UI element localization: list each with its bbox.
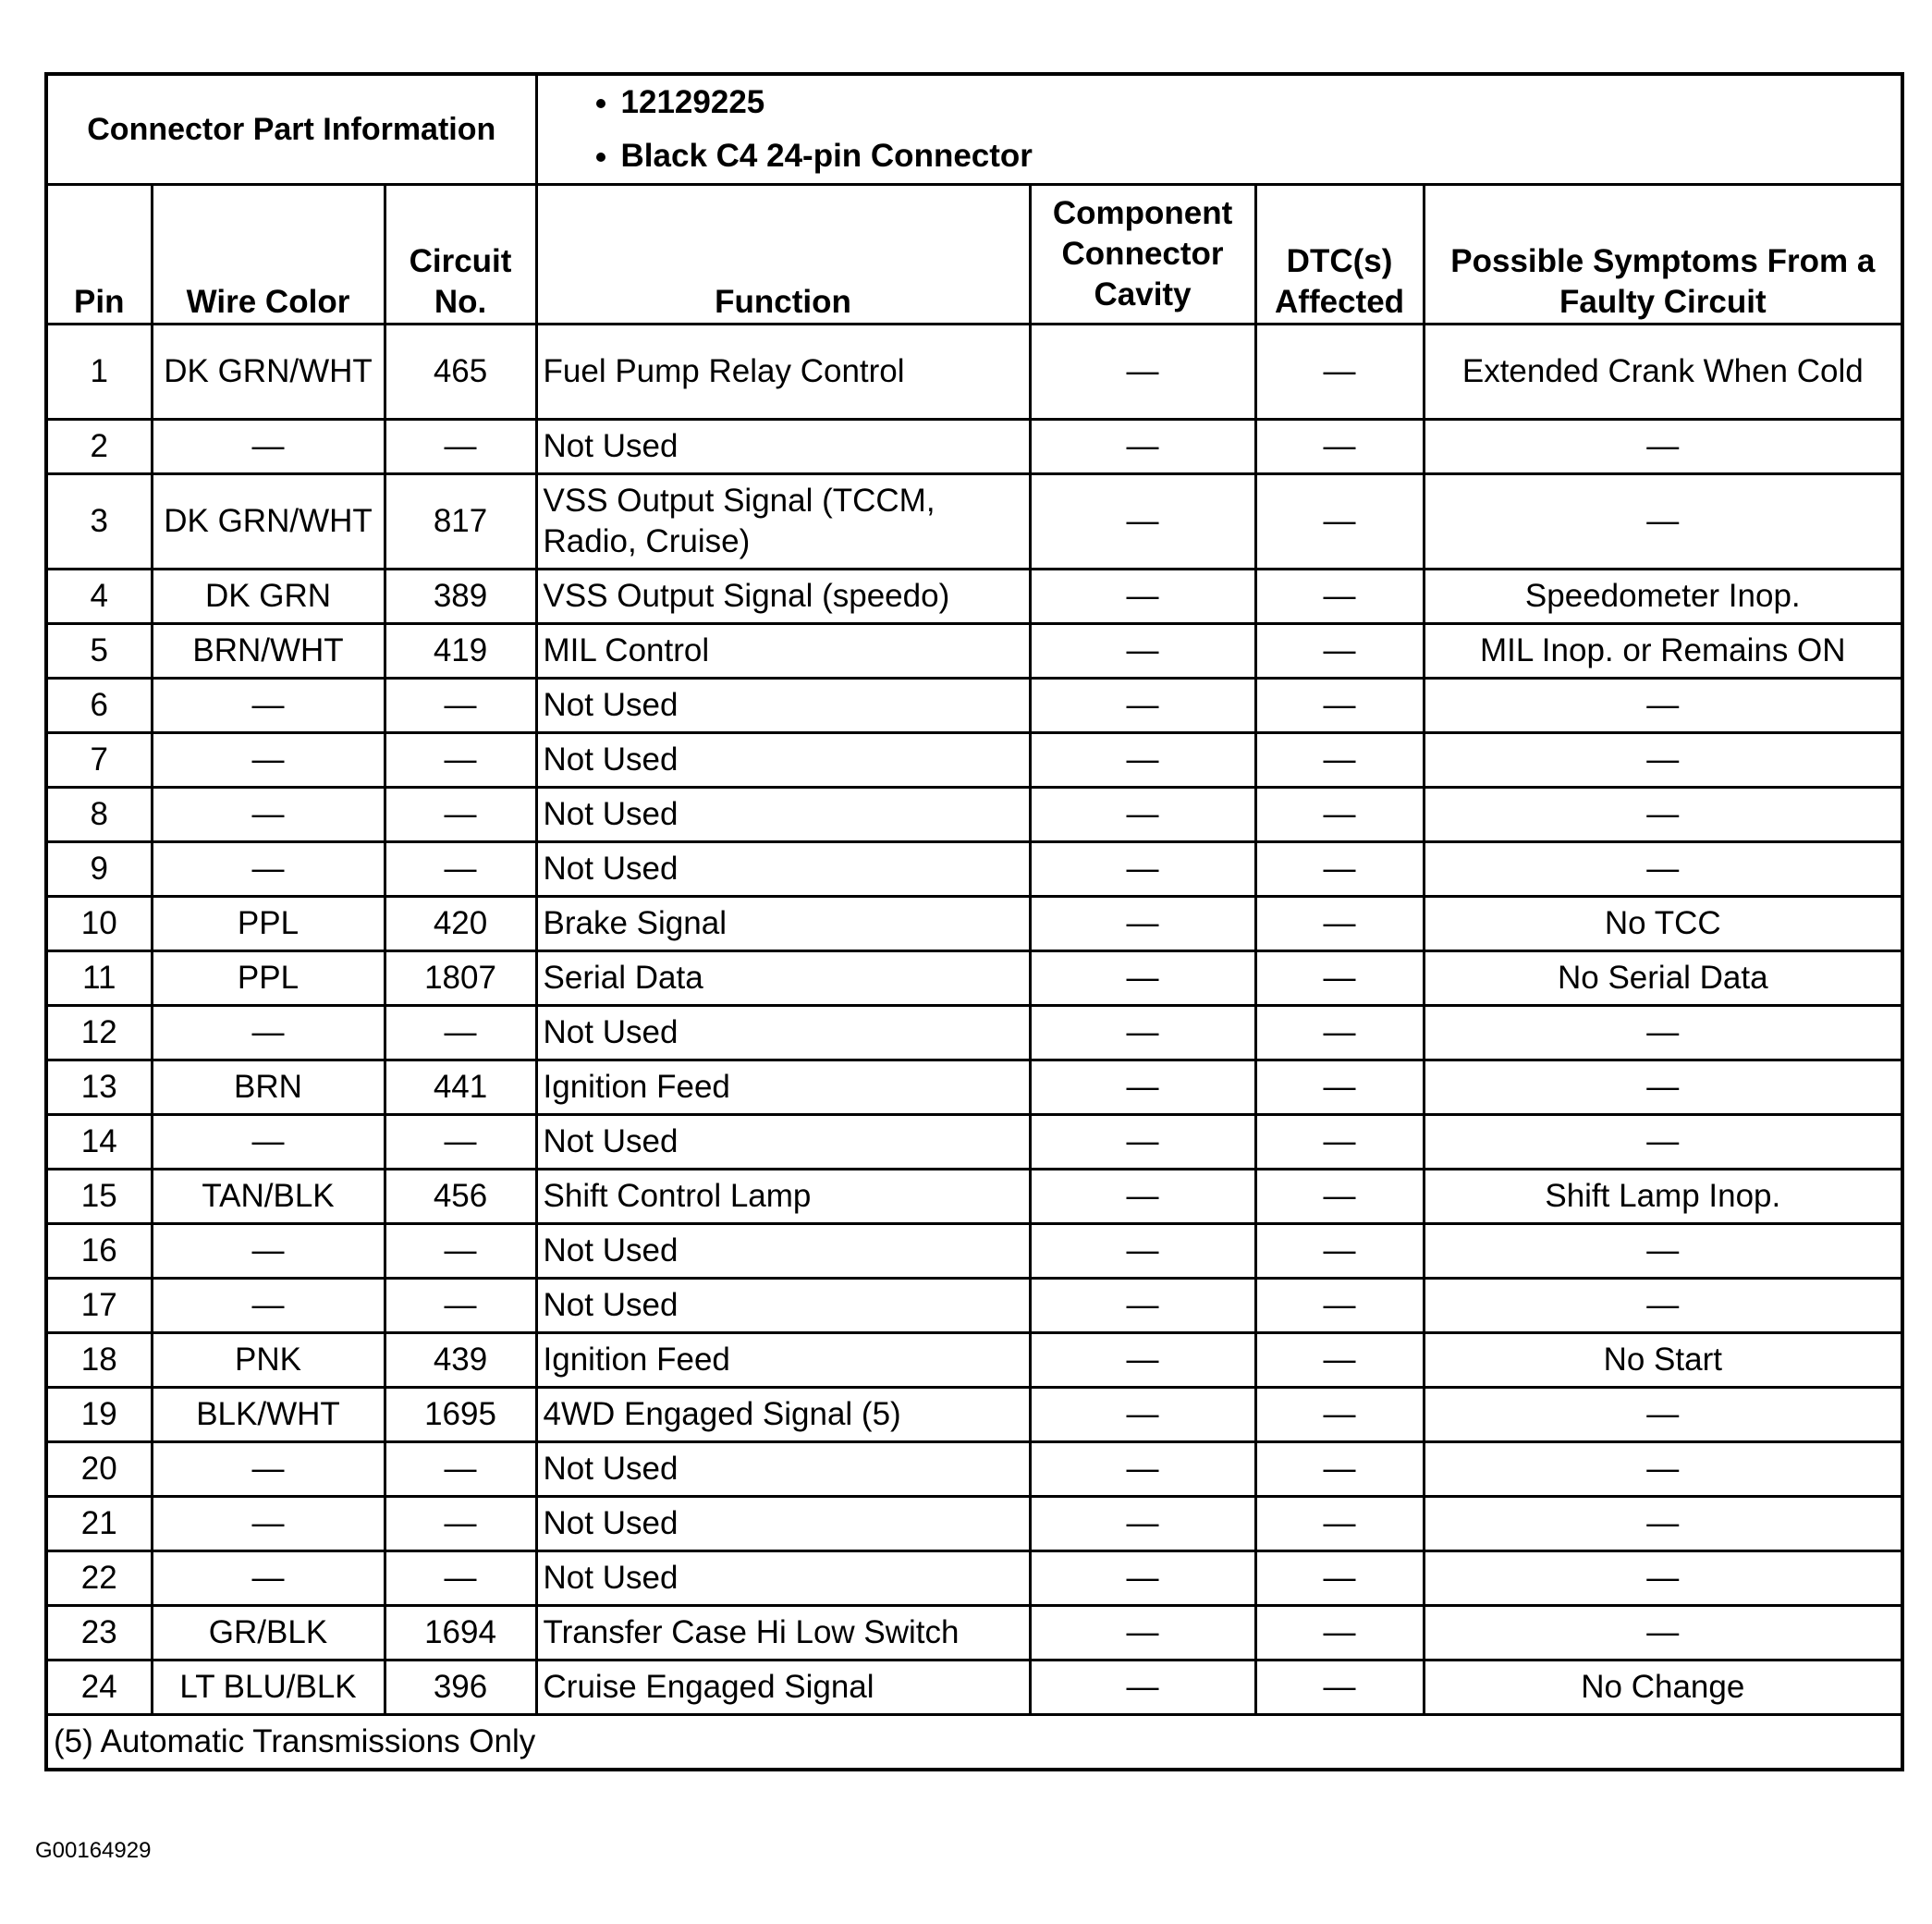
cell-pin: 20	[46, 1442, 152, 1497]
cell-circuit-no: —	[385, 1442, 536, 1497]
cell-symptom: —	[1424, 1497, 1902, 1551]
cell-function: Serial Data	[536, 951, 1030, 1006]
cell-function: Not Used	[536, 1442, 1030, 1497]
cell-symptom: Speedometer Inop.	[1424, 570, 1902, 624]
cell-dtc: —	[1255, 1224, 1424, 1279]
connector-info-row	[46, 74, 1902, 185]
cell-function: Not Used	[536, 788, 1030, 842]
table-row	[46, 624, 1902, 679]
cell-function: VSS Output Signal (TCCM, Radio, Cruise)	[536, 474, 1030, 570]
cell-cavity: —	[1030, 1333, 1255, 1388]
pin-rows	[46, 325, 1902, 1715]
cell-symptom: Shift Lamp Inop.	[1424, 1170, 1902, 1224]
connector-pinout-table	[44, 72, 1904, 1771]
cell-pin: 22	[46, 1551, 152, 1606]
cell-dtc: —	[1255, 1006, 1424, 1060]
table-row	[46, 1606, 1902, 1661]
cell-wire-color: —	[152, 1006, 385, 1060]
cell-circuit-no: —	[385, 1497, 536, 1551]
cell-symptom: —	[1424, 842, 1902, 897]
table-row	[46, 325, 1902, 420]
cell-wire-color: BRN/WHT	[152, 624, 385, 679]
column-header-row	[46, 185, 1902, 325]
cell-dtc: —	[1255, 624, 1424, 679]
cell-circuit-no: —	[385, 420, 536, 474]
cell-circuit-no: 441	[385, 1060, 536, 1115]
connector-info-label: Connector Part Information	[46, 74, 536, 185]
table-row	[46, 1661, 1902, 1715]
cell-dtc: —	[1255, 1170, 1424, 1224]
cell-pin: 9	[46, 842, 152, 897]
cell-wire-color: DK GRN	[152, 570, 385, 624]
cell-wire-color: —	[152, 1115, 385, 1170]
cell-cavity: —	[1030, 1279, 1255, 1333]
cell-function: Not Used	[536, 679, 1030, 733]
table-row	[46, 1442, 1902, 1497]
cell-symptom: No Serial Data	[1424, 951, 1902, 1006]
cell-circuit-no: —	[385, 1279, 536, 1333]
cell-cavity: —	[1030, 1388, 1255, 1442]
table-row	[46, 1279, 1902, 1333]
cell-wire-color: —	[152, 1224, 385, 1279]
cell-function: Not Used	[536, 1224, 1030, 1279]
cell-wire-color: —	[152, 420, 385, 474]
footnote: (5) Automatic Transmissions Only	[46, 1715, 1902, 1771]
cell-cavity: —	[1030, 624, 1255, 679]
cell-circuit-no: 1694	[385, 1606, 536, 1661]
cell-wire-color: DK GRN/WHT	[152, 474, 385, 570]
cell-symptom: No Change	[1424, 1661, 1902, 1715]
cell-pin: 8	[46, 788, 152, 842]
cell-dtc: —	[1255, 570, 1424, 624]
table-row	[46, 788, 1902, 842]
cell-symptom: —	[1424, 1115, 1902, 1170]
cell-cavity: —	[1030, 420, 1255, 474]
table-row	[46, 1115, 1902, 1170]
cell-dtc: —	[1255, 1333, 1424, 1388]
cell-circuit-no: —	[385, 842, 536, 897]
cell-function: Transfer Case Hi Low Switch	[536, 1606, 1030, 1661]
cell-function: MIL Control	[536, 624, 1030, 679]
cell-dtc: —	[1255, 1388, 1424, 1442]
cell-pin: 21	[46, 1497, 152, 1551]
table-row	[46, 420, 1902, 474]
table-row	[46, 1388, 1902, 1442]
table-row	[46, 1497, 1902, 1551]
table-row	[46, 897, 1902, 951]
cell-cavity: —	[1030, 570, 1255, 624]
cell-dtc: —	[1255, 733, 1424, 788]
cell-pin: 7	[46, 733, 152, 788]
cell-wire-color: LT BLU/BLK	[152, 1661, 385, 1715]
cell-symptom: —	[1424, 1279, 1902, 1333]
cell-pin: 23	[46, 1606, 152, 1661]
cell-pin: 17	[46, 1279, 152, 1333]
cell-circuit-no: —	[385, 733, 536, 788]
cell-pin: 24	[46, 1661, 152, 1715]
cell-pin: 12	[46, 1006, 152, 1060]
cell-function: 4WD Engaged Signal (5)	[536, 1388, 1030, 1442]
cell-function: Not Used	[536, 1115, 1030, 1170]
cell-cavity: —	[1030, 1170, 1255, 1224]
cell-function: Not Used	[536, 1279, 1030, 1333]
cell-symptom: —	[1424, 1388, 1902, 1442]
cell-wire-color: —	[152, 788, 385, 842]
cell-cavity: —	[1030, 1606, 1255, 1661]
cell-circuit-no: 439	[385, 1333, 536, 1388]
cell-dtc: —	[1255, 842, 1424, 897]
cell-cavity: —	[1030, 1442, 1255, 1497]
cell-cavity: —	[1030, 1224, 1255, 1279]
cell-dtc: —	[1255, 1551, 1424, 1606]
cell-symptom: —	[1424, 679, 1902, 733]
cell-circuit-no: 456	[385, 1170, 536, 1224]
cell-symptom: —	[1424, 1006, 1902, 1060]
cell-wire-color: —	[152, 1279, 385, 1333]
cell-dtc: —	[1255, 1442, 1424, 1497]
cell-function: Shift Control Lamp	[536, 1170, 1030, 1224]
cell-symptom: No Start	[1424, 1333, 1902, 1388]
cell-dtc: —	[1255, 1279, 1424, 1333]
table-row	[46, 1006, 1902, 1060]
cell-cavity: —	[1030, 474, 1255, 570]
cell-function: Fuel Pump Relay Control	[536, 325, 1030, 420]
table-row	[46, 1224, 1902, 1279]
cell-pin: 2	[46, 420, 152, 474]
table-row	[46, 733, 1902, 788]
cell-dtc: —	[1255, 1497, 1424, 1551]
cell-function: Ignition Feed	[536, 1333, 1030, 1388]
header-cavity: Component Connector Cavity	[1030, 185, 1255, 325]
cell-function: Not Used	[536, 1551, 1030, 1606]
cell-wire-color: —	[152, 1497, 385, 1551]
cell-wire-color: GR/BLK	[152, 1606, 385, 1661]
cell-symptom: —	[1424, 420, 1902, 474]
cell-wire-color: BLK/WHT	[152, 1388, 385, 1442]
connector-part-number: • 12129225	[621, 76, 1896, 129]
cell-pin: 4	[46, 570, 152, 624]
table-row	[46, 474, 1902, 570]
cell-cavity: —	[1030, 1497, 1255, 1551]
cell-pin: 11	[46, 951, 152, 1006]
cell-cavity: —	[1030, 1551, 1255, 1606]
cell-dtc: —	[1255, 897, 1424, 951]
cell-pin: 6	[46, 679, 152, 733]
cell-circuit-no: 396	[385, 1661, 536, 1715]
cell-wire-color: DK GRN/WHT	[152, 325, 385, 420]
header-dtc: DTC(s) Affected	[1255, 185, 1424, 325]
cell-wire-color: —	[152, 1551, 385, 1606]
cell-dtc: —	[1255, 420, 1424, 474]
cell-circuit-no: 1695	[385, 1388, 536, 1442]
cell-cavity: —	[1030, 951, 1255, 1006]
cell-circuit-no: —	[385, 679, 536, 733]
cell-circuit-no: —	[385, 1551, 536, 1606]
cell-symptom: —	[1424, 1551, 1902, 1606]
cell-function: Not Used	[536, 1497, 1030, 1551]
header-symptoms: Possible Symptoms From a Faulty Circuit	[1424, 185, 1902, 325]
cell-cavity: —	[1030, 788, 1255, 842]
cell-wire-color: —	[152, 842, 385, 897]
cell-symptom: —	[1424, 733, 1902, 788]
cell-function: Ignition Feed	[536, 1060, 1030, 1115]
cell-function: Cruise Engaged Signal	[536, 1661, 1030, 1715]
table-row	[46, 1551, 1902, 1606]
cell-circuit-no: —	[385, 1115, 536, 1170]
cell-circuit-no: —	[385, 788, 536, 842]
cell-wire-color: —	[152, 733, 385, 788]
cell-cavity: —	[1030, 1006, 1255, 1060]
cell-pin: 14	[46, 1115, 152, 1170]
cell-circuit-no: 389	[385, 570, 536, 624]
table-row	[46, 1170, 1902, 1224]
table-row	[46, 842, 1902, 897]
cell-pin: 10	[46, 897, 152, 951]
cell-cavity: —	[1030, 1115, 1255, 1170]
table-row	[46, 1333, 1902, 1388]
cell-circuit-no: 1807	[385, 951, 536, 1006]
cell-wire-color: BRN	[152, 1060, 385, 1115]
cell-wire-color: TAN/BLK	[152, 1170, 385, 1224]
cell-function: Not Used	[536, 420, 1030, 474]
cell-pin: 5	[46, 624, 152, 679]
cell-function: VSS Output Signal (speedo)	[536, 570, 1030, 624]
cell-function: Not Used	[536, 842, 1030, 897]
cell-function: Not Used	[536, 1006, 1030, 1060]
cell-wire-color: PPL	[152, 951, 385, 1006]
cell-circuit-no: 419	[385, 624, 536, 679]
cell-pin: 3	[46, 474, 152, 570]
cell-cavity: —	[1030, 679, 1255, 733]
cell-wire-color: PPL	[152, 897, 385, 951]
connector-description: • Black C4 24-pin Connector	[621, 129, 1896, 183]
cell-wire-color: —	[152, 1442, 385, 1497]
cell-symptom: —	[1424, 1224, 1902, 1279]
cell-dtc: —	[1255, 1606, 1424, 1661]
cell-pin: 15	[46, 1170, 152, 1224]
cell-function: Not Used	[536, 733, 1030, 788]
connector-info-list	[593, 76, 1896, 183]
cell-dtc: —	[1255, 679, 1424, 733]
cell-cavity: —	[1030, 842, 1255, 897]
cell-symptom: —	[1424, 1606, 1902, 1661]
cell-circuit-no: —	[385, 1006, 536, 1060]
cell-function: Brake Signal	[536, 897, 1030, 951]
figure-id: G00164929	[35, 1838, 152, 1863]
cell-symptom: —	[1424, 1442, 1902, 1497]
header-pin: Pin	[46, 185, 152, 325]
header-wire-color: Wire Color	[152, 185, 385, 325]
cell-pin: 16	[46, 1224, 152, 1279]
cell-dtc: —	[1255, 951, 1424, 1006]
header-circuit-no: Circuit No.	[385, 185, 536, 325]
cell-dtc: —	[1255, 788, 1424, 842]
cell-dtc: —	[1255, 325, 1424, 420]
cell-dtc: —	[1255, 1060, 1424, 1115]
cell-pin: 18	[46, 1333, 152, 1388]
connector-info-values	[536, 74, 1902, 185]
header-function: Function	[536, 185, 1030, 325]
cell-cavity: —	[1030, 325, 1255, 420]
cell-symptom: —	[1424, 474, 1902, 570]
table-row	[46, 1060, 1902, 1115]
cell-dtc: —	[1255, 1661, 1424, 1715]
cell-circuit-no: —	[385, 1224, 536, 1279]
table-row	[46, 570, 1902, 624]
cell-pin: 1	[46, 325, 152, 420]
cell-circuit-no: 420	[385, 897, 536, 951]
cell-cavity: —	[1030, 897, 1255, 951]
cell-pin: 19	[46, 1388, 152, 1442]
cell-cavity: —	[1030, 733, 1255, 788]
cell-pin: 13	[46, 1060, 152, 1115]
cell-wire-color: —	[152, 679, 385, 733]
table-row	[46, 679, 1902, 733]
cell-wire-color: PNK	[152, 1333, 385, 1388]
cell-symptom: —	[1424, 1060, 1902, 1115]
cell-circuit-no: 817	[385, 474, 536, 570]
cell-symptom: —	[1424, 788, 1902, 842]
cell-circuit-no: 465	[385, 325, 536, 420]
cell-cavity: —	[1030, 1661, 1255, 1715]
cell-dtc: —	[1255, 474, 1424, 570]
cell-dtc: —	[1255, 1115, 1424, 1170]
cell-cavity: —	[1030, 1060, 1255, 1115]
cell-symptom: Extended Crank When Cold	[1424, 325, 1902, 420]
cell-symptom: No TCC	[1424, 897, 1902, 951]
cell-symptom: MIL Inop. or Remains ON	[1424, 624, 1902, 679]
footnote-row	[46, 1715, 1902, 1771]
table-row	[46, 951, 1902, 1006]
